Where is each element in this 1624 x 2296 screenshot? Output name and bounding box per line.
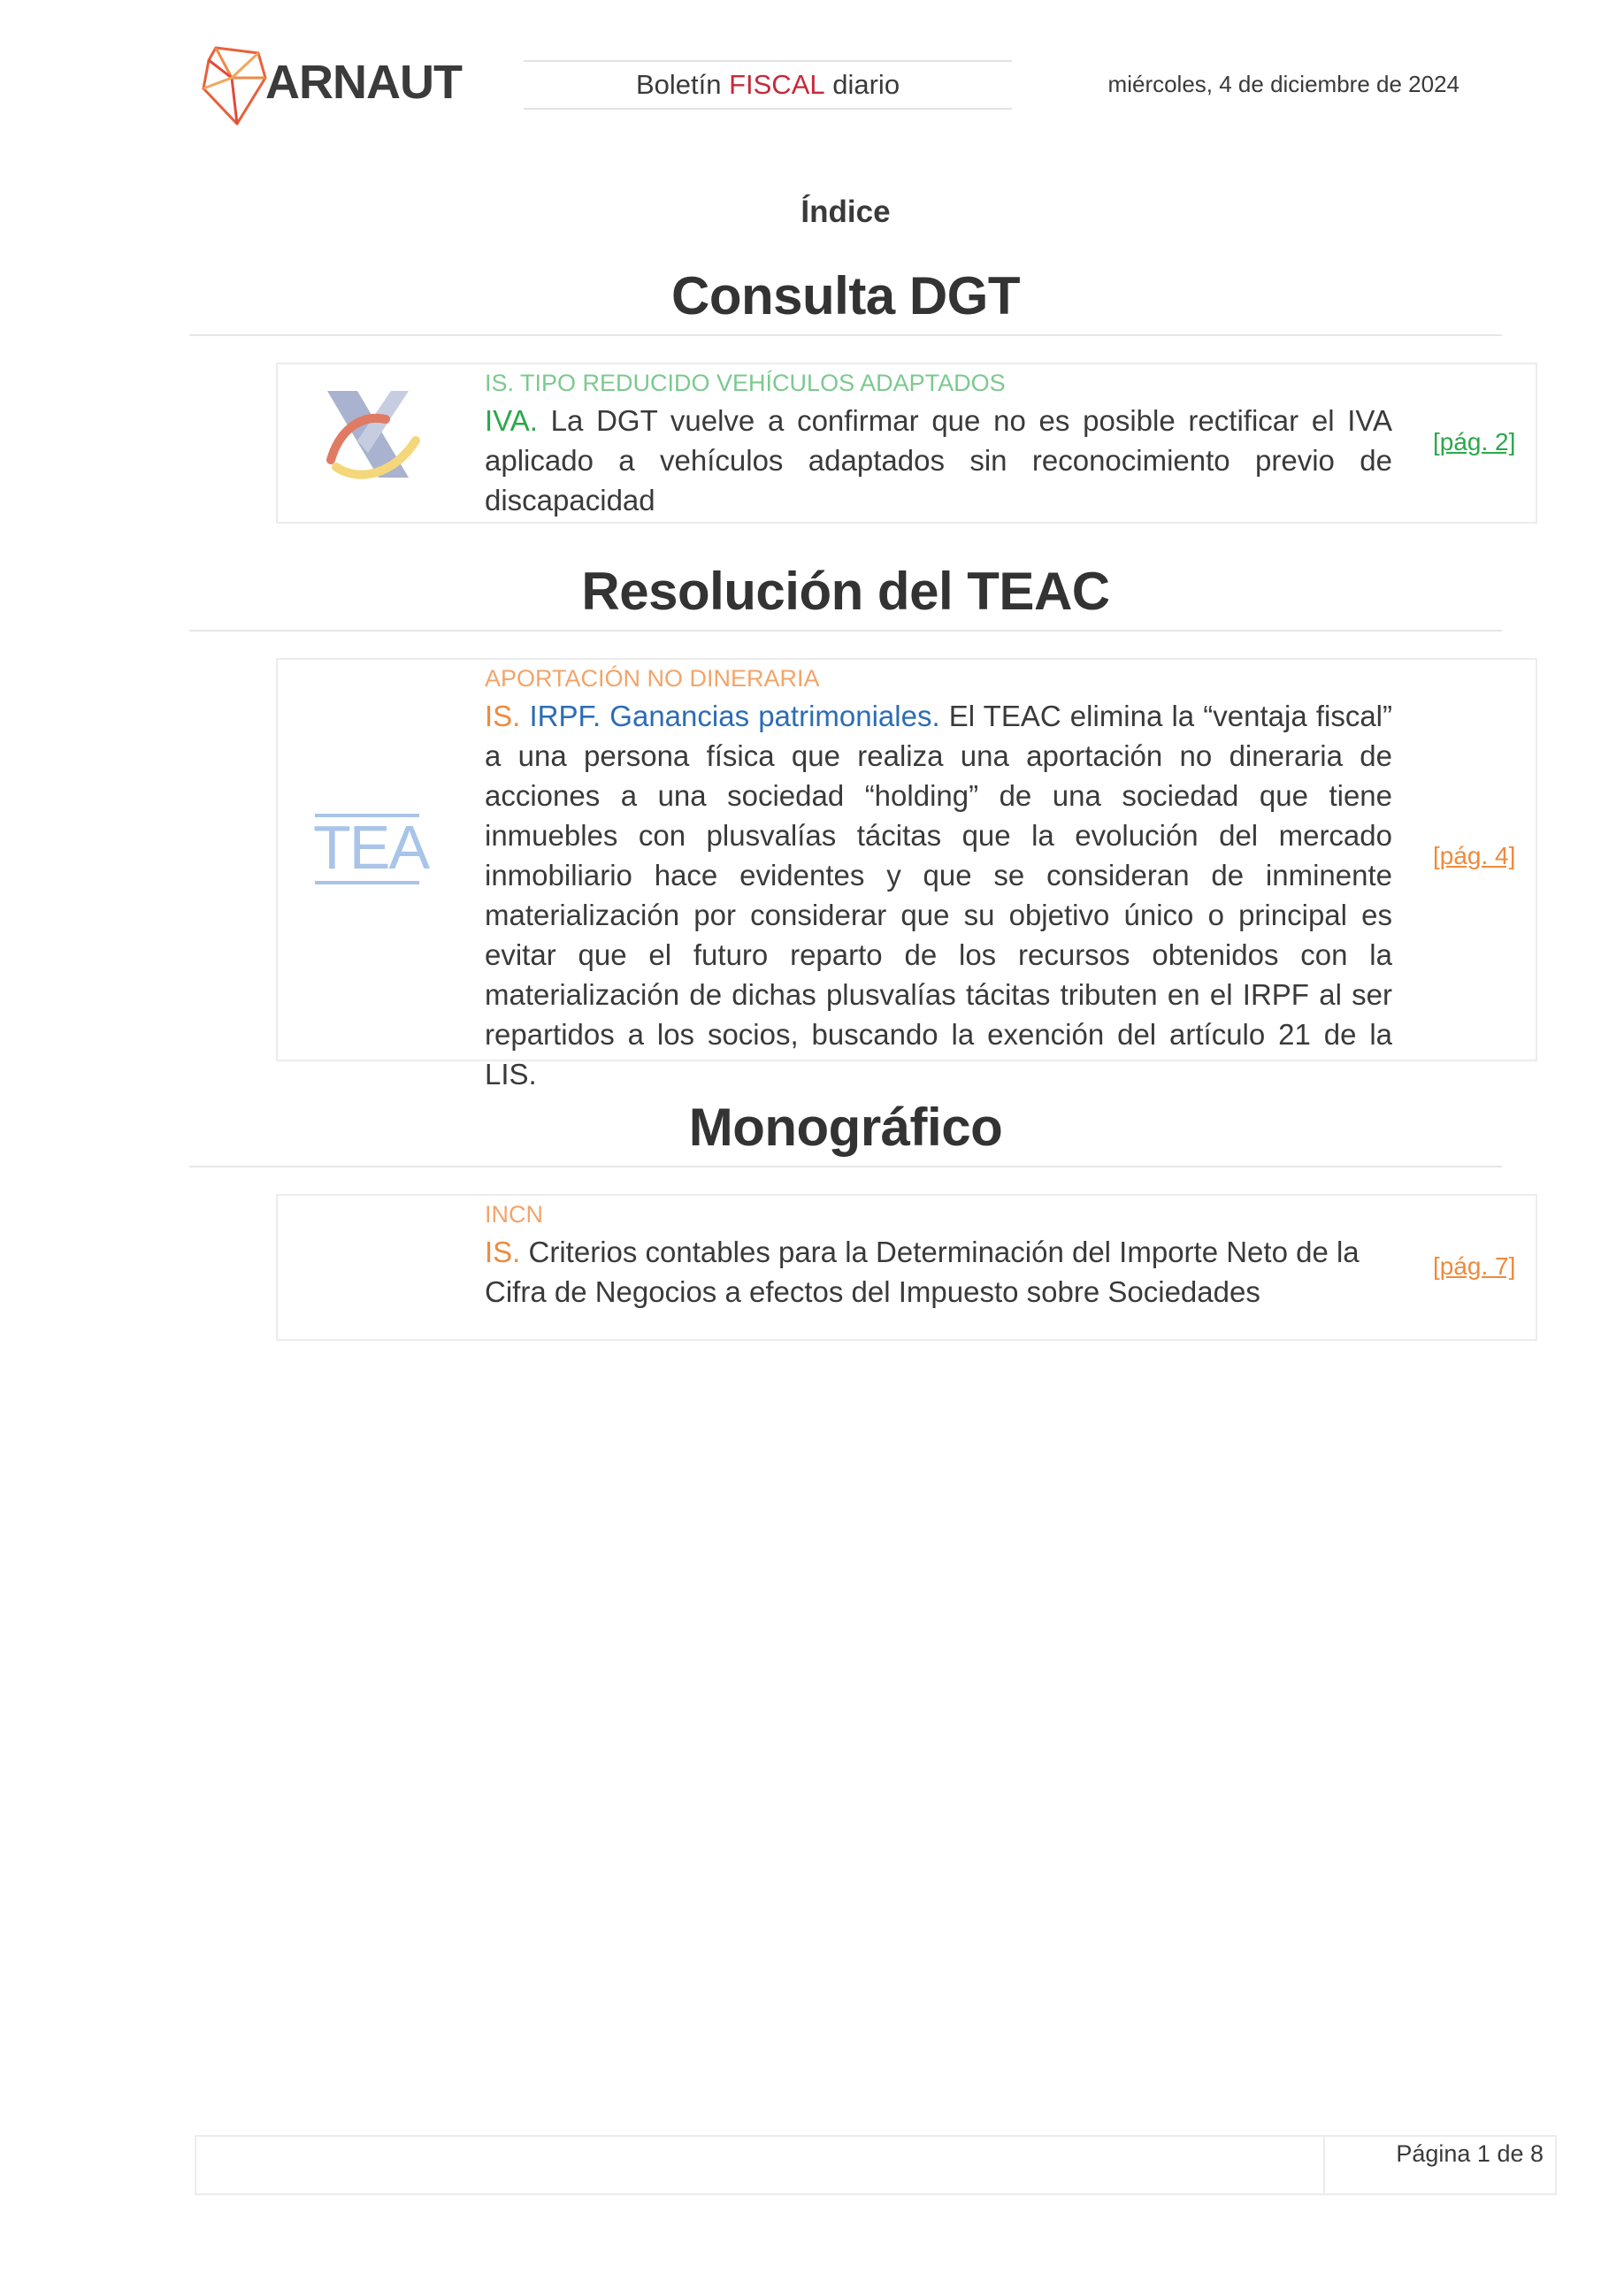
logo-text: ARNAUT: [265, 56, 462, 109]
entry-kicker: INCN: [485, 1201, 543, 1228]
entry-lead: IS.: [485, 1236, 521, 1268]
index-entry-card: [276, 1194, 1537, 1341]
page-number: Página 1 de 8: [1396, 2140, 1544, 2167]
bulletin-title: [524, 60, 1012, 110]
section-title-consulta-dgt: Consulta DGT: [671, 266, 1020, 325]
teac-logo-text: TEA: [313, 813, 429, 882]
entry-text: La DGT vuelve a confirmar que no es posible rectificar el IVA aplicado a vehículos adaptados sin reconocimiento previo de discapacidad: [485, 404, 1392, 517]
entry-lead: IS.: [485, 700, 521, 732]
section-divider: [189, 334, 1502, 336]
entry-kicker: APORTACIÓN NO DINERARIA: [485, 665, 820, 692]
entry-text: Criterios contables para la Determinación del Importe Neto de la Cifra de Negocios a efectos del Impuesto sobre Sociedades: [485, 1236, 1360, 1308]
entry-text: El TEAC elimina la “ventaja fiscal” a una persona física que realiza una aportación no dineraria de acciones a una sociedad “holding” de una sociedad que tiene inmuebles con plusvalías tácitas que la evolución del mercado inmobiliario hace evidentes y que se consideran de inminente materialización por considerar que su objetivo único o principal es evitar que el futuro reparto de los recursos obtenidos con la materialización de dichas plusvalías tácitas tributen en el IRPF al ser repartidos a los socios, buscando la exención del artículo 21 de la LIS.: [485, 700, 1393, 1091]
page-link-2[interactable]: [pág. 2]: [1433, 428, 1516, 455]
bulletin-highlight: FISCAL: [729, 69, 825, 100]
section-title-monografico: Monográfico: [688, 1098, 1003, 1157]
page-link-4[interactable]: [pág. 4]: [1433, 842, 1516, 869]
entry-summary: [485, 401, 1392, 520]
aeat-logo-icon: [313, 379, 426, 492]
entry-summary: [485, 1232, 1392, 1312]
page-link-7[interactable]: [pág. 7]: [1433, 1252, 1516, 1280]
section-title-resolucion-teac: Resolución del TEAC: [581, 562, 1110, 621]
index-entry-card: [276, 658, 1537, 1091]
section-divider: [189, 1166, 1502, 1167]
entry-lead: IVA.: [485, 404, 538, 437]
bulletin-prefix: Boletín: [635, 69, 722, 100]
entry-lead-secondary: IRPF. Ganancias patrimoniales.: [529, 700, 940, 732]
entry-kicker: IS. TIPO REDUCIDO VEHÍCULOS ADAPTADOS: [485, 370, 1006, 396]
header-date: miércoles, 4 de diciembre de 2024: [1107, 71, 1459, 97]
entry-summary: [485, 696, 1392, 1094]
index-entry-card: [276, 363, 1537, 524]
index-title: Índice: [801, 195, 891, 229]
teac-logo-icon: [313, 808, 429, 888]
footer-divider: [1323, 2135, 1325, 2195]
bulletin-suffix: diario: [832, 69, 900, 100]
section-divider: [189, 630, 1502, 631]
